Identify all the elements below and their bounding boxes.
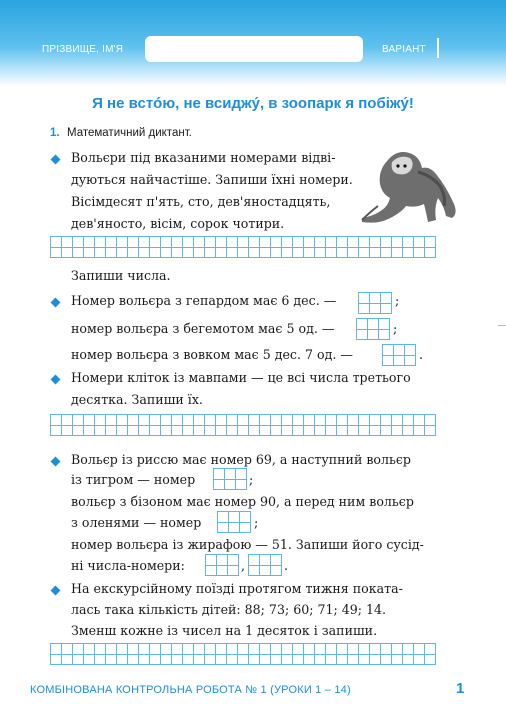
answer-cell-neighbor-2[interactable] xyxy=(248,554,282,576)
block3-line1: Номери кліток із мавпами — це всі числа третього xyxy=(71,370,411,385)
answer-cell-wolf[interactable] xyxy=(382,344,416,366)
block4-line5: номер вольєра із жирафою — 51. Запиши його сусід- xyxy=(71,537,424,552)
block2-line1: Номер вольєра з гепардом має 6 дес. — xyxy=(71,293,337,308)
answer-cell-cheetah[interactable] xyxy=(358,292,392,314)
separator: . xyxy=(284,558,289,573)
block1-line4: дев'яносто, вісім, сорок чотири. xyxy=(71,216,285,231)
answer-cell-neighbor-1[interactable] xyxy=(205,554,239,576)
separator: ; xyxy=(249,472,254,487)
page-title: Я не встóю, не всиджý, в зоопарк я побіжý! xyxy=(92,95,414,112)
edge-mark xyxy=(498,325,506,326)
diamond-bullet-icon xyxy=(51,375,61,385)
block1-line2: дуються найчастіше. Запиши їхні номери. xyxy=(71,172,353,187)
answer-grid-2[interactable] xyxy=(50,414,436,436)
variant-field[interactable] xyxy=(437,38,439,58)
variant-label: ВАРІАНТ xyxy=(382,44,426,55)
block5-line2: лась така кількість дітей: 88; 73; 60; 71; 49; 14. xyxy=(71,602,387,617)
answer-cell-deer[interactable] xyxy=(217,511,251,533)
name-label: ПРІЗВИЩЕ, ІМ'Я xyxy=(42,44,124,55)
block4-line3: вольєр з бізоном має номер 90, а перед ним вольєр xyxy=(71,494,414,509)
answer-grid-1[interactable] xyxy=(50,236,436,258)
task-title: Математичний диктант. xyxy=(67,127,192,139)
separator: ; xyxy=(393,321,398,336)
answer-grid-3[interactable] xyxy=(50,643,436,665)
block4-line4: з оленями — номер xyxy=(71,515,202,530)
separator: . xyxy=(419,347,424,362)
answer-cell-hippo[interactable] xyxy=(356,318,390,340)
block5-line3: Зменш кожне із чисел на 1 десяток і запиши. xyxy=(71,623,378,638)
block5-line1: На екскурсійному поїзді протягом тижня поката- xyxy=(71,581,403,596)
block3-line2: десятка. Запиши їх. xyxy=(71,392,203,407)
monkey-illustration xyxy=(358,146,464,224)
block4-line2: із тигром — номер xyxy=(71,472,196,487)
block4-line1: Вольєр із риссю має номер 69, а наступний вольєр xyxy=(71,452,411,467)
diamond-bullet-icon xyxy=(51,586,61,596)
block1-line3: Вісімдесят п'ять, сто, дев'яностадцять, xyxy=(71,194,331,209)
diamond-bullet-icon xyxy=(51,298,61,308)
block2-line3: номер вольєра з вовком має 5 дес. 7 од. — xyxy=(71,347,353,362)
task-number: 1. xyxy=(50,127,60,139)
block1-line1: Вольєри під вказаними номерами відві- xyxy=(71,150,336,165)
separator: ; xyxy=(254,515,259,530)
block2-line2: номер вольєра з бегемотом має 5 од. — xyxy=(71,321,335,336)
footer-label: КОМБІНОВАНА КОНТРОЛЬНА РОБОТА № 1 (УРОКИ 1 – 14) xyxy=(30,684,351,696)
page-number: 1 xyxy=(456,680,465,697)
block4-line6: ні числа-номери: xyxy=(71,558,185,573)
separator: ; xyxy=(395,293,400,308)
diamond-bullet-icon xyxy=(51,457,61,467)
separator: , xyxy=(241,558,246,573)
diamond-bullet-icon xyxy=(51,155,61,165)
write-numbers-heading: Запиши числа. xyxy=(71,268,171,283)
answer-cell-tiger[interactable] xyxy=(213,468,247,490)
name-field[interactable] xyxy=(145,36,363,62)
